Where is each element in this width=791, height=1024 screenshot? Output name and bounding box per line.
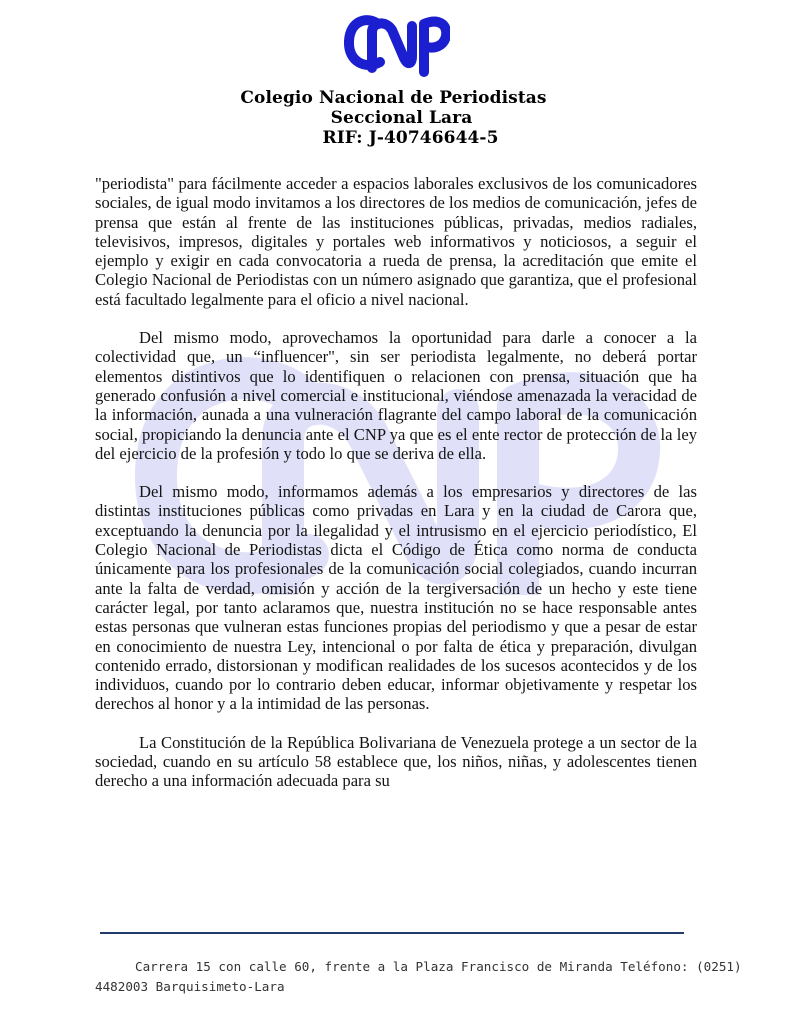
paragraph-2: Del mismo modo, aprovechamos la oportunidad para darle a conocer a la colectividad que, un “influencer", sin ser periodista legalmente, no deberá portar elementos distintivos que lo identifiquen o relacionen con prensa, situación que ha generado confusión a nivel comercial e institucional, viéndose amenazada la veracidad de la información, aunada a una vulneración flagrante del campo laboral de la comunicación social, propiciando la denuncia ante el CNP ya que es el ente rector de protección de la ley del ejercicio de la profesión y todo lo que se deriva de ella. — [95, 328, 697, 463]
cnp-logo — [342, 10, 450, 80]
letter-body — [95, 174, 697, 791]
paragraph-4: La Constitución de la República Bolivariana de Venezuela protege a un sector de la sociedad, cuando en su artículo 58 establece que, los niños, niñas, y adolescentes tienen derecho a una información adecuada para su — [95, 732, 697, 791]
rif-number: RIF: J-40746644-5 — [322, 128, 499, 148]
paragraph-3: Del mismo modo, informamos además a los empresarios y directores de las distintas instituciones públicas como privadas en Lara y en la ciudad de Carora que, exceptuando la denuncia por la ilegalidad y el intrusismo en el ejercicio periodístico, El Colegio Nacional de Periodistas dicta el Código de Ética como norma de conducta únicamente para los profesionales de la comunicación social colegiados, cuando incurran ante la falta de verdad, omisión y acción de la tergiversación de un hecho y este tiene carácter legal, por tanto aclaramos que, nuestra institución no se hace responsable antes estas personas que vulneran estas funciones propias del periodismo y que a pesar de estar en conocimiento de nuestra Ley, intencional o por falta de ética y preparación, divulgan contenido errado, distorsionan y modifican realidades de los sucesos acontecidos y de los individuos, cuando por lo contrario deben educar, informar objetivamente y respetar los derechos al honor y a la intimidad de las personas. — [95, 482, 697, 714]
section-name: Seccional Lara — [330, 108, 473, 128]
org-name: Colegio Nacional de Periodistas — [240, 88, 547, 108]
footer-line-1: Carrera 15 con calle 60, frente a la Plaza Francisco de Miranda Teléfono: (0251) — [135, 959, 742, 974]
footer-divider — [100, 932, 684, 934]
paragraph-1: "periodista" para fácilmente acceder a espacios laborales exclusivos de los comunicadores sociales, de igual modo invitamos a los directores de los medios de comunicación, jefes de prensa que están al frente de las instituciones públicas, privadas, medios radiales, televisivos, impresos, digitales y portales web informativos y noticiosos, a seguir el ejemplo y exigir en cada convocatoria a rueda de prensa, la acreditación que emite el Colegio Nacional de Periodistas con un número asignado que garantiza, que el profesional está facultado legalmente para el oficio a nivel nacional. — [95, 174, 697, 309]
footer-address — [95, 957, 742, 997]
letterhead — [0, 88, 791, 148]
footer-line-2: 4482003 Barquisimeto-Lara — [95, 979, 285, 994]
